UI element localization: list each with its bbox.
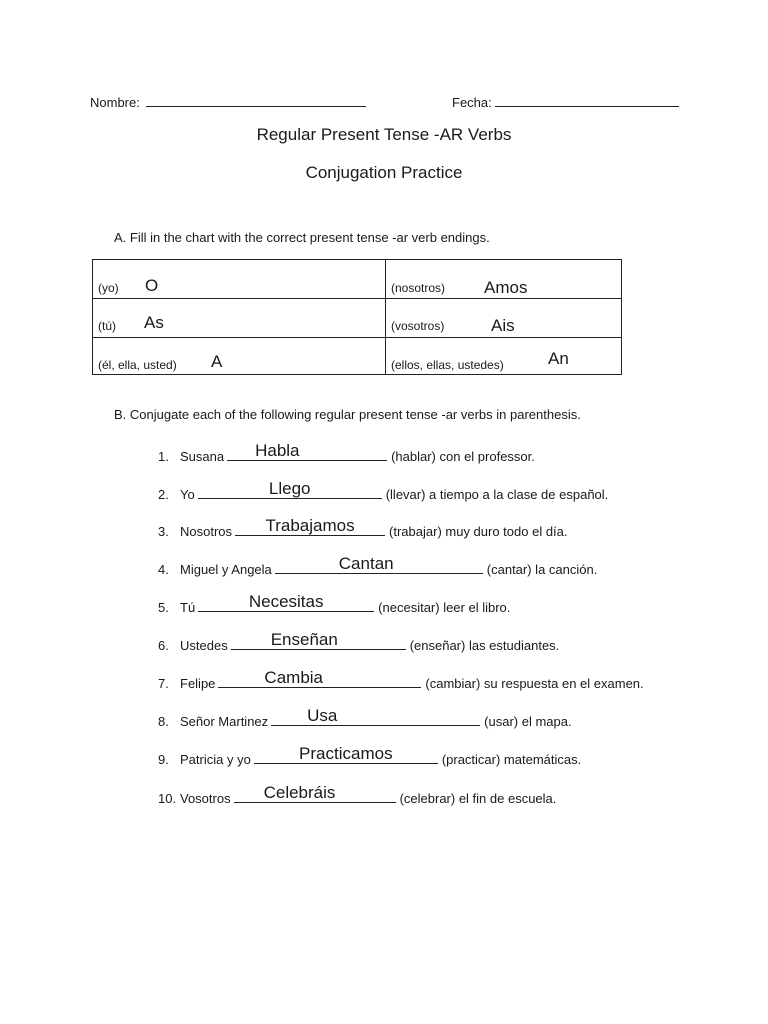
item-rest: (hablar) con el professor. [391,449,535,464]
answer-blank[interactable] [271,706,480,726]
answer-blank[interactable] [235,516,385,536]
endings-chart [92,259,622,375]
item-number: 2. [158,487,169,502]
chart-label-el-ella-usted: (él, ella, usted) [98,358,177,372]
chart-answer-tu[interactable]: As [144,313,164,332]
item-rest: (cambiar) su respuesta en el examen. [425,676,644,691]
item-subject: Nosotros [180,524,233,539]
exercise-item [158,706,572,731]
chart-answer-yo[interactable]: O [145,276,159,295]
section-b-instruction: B. Conjugate each of the following regular present tense -ar verbs in parenthesis. [114,407,581,422]
item-answer: Cantan [338,554,394,573]
name-blank[interactable] [146,94,366,107]
item-subject: Vosotros [180,791,231,806]
item-subject: Yo [180,487,195,502]
item-rest: (necesitar) leer el libro. [378,600,511,615]
item-rest: (enseñar) las estudiantes. [409,638,560,653]
item-subject: Susana [180,449,225,464]
item-rest: (trabajar) muy duro todo el día. [389,524,568,539]
item-answer: Usa [307,706,338,725]
item-rest: (celebrar) el fin de escuela. [399,791,557,806]
exercise-item [158,744,582,769]
exercise-item [158,516,568,541]
exercise-item [158,479,609,504]
section-a-instruction: A. Fill in the chart with the correct present tense -ar verb endings. [114,230,490,245]
exercise-item [158,783,557,808]
item-number: 5. [158,600,169,615]
page-subtitle: Conjugation Practice [305,163,463,182]
exercise-item [158,668,644,693]
chart-label-yo: (yo) [98,281,119,295]
exercise-item [158,554,598,579]
item-rest: (llevar) a tiempo a la clase de español. [385,487,609,502]
item-number: 8. [158,714,169,729]
answer-blank[interactable] [198,479,382,499]
exercise-item [158,630,560,655]
chart-label-nosotros: (nosotros) [391,281,446,295]
item-subject: Tú [180,600,196,615]
item-number: 10. [158,791,177,806]
answer-blank[interactable] [227,441,387,461]
item-answer: Necesitas [248,592,324,611]
item-answer: Habla [255,441,300,460]
item-number: 9. [158,752,169,767]
item-answer: Practicamos [299,744,393,763]
date-label: Fecha: [452,95,492,110]
answer-blank[interactable] [231,630,406,650]
item-subject: Ustedes [180,638,228,653]
chart-answer-vosotros[interactable]: Ais [491,316,515,335]
item-number: 4. [158,562,169,577]
item-rest: (practicar) matemáticas. [441,752,582,767]
item-rest: (usar) el mapa. [484,714,572,729]
item-answer: Trabajamos [265,516,355,535]
answer-blank[interactable] [275,554,483,574]
exercise-item [158,441,535,466]
chart-answer-el-ella-usted[interactable]: A [211,352,223,371]
item-subject: Señor Martinez [180,714,269,729]
item-number: 6. [158,638,169,653]
item-subject: Miguel y Angela [180,562,272,577]
chart-answer-nosotros[interactable]: Amos [484,278,528,297]
item-answer: Enseñan [270,630,338,649]
page-title: Regular Present Tense -AR Verbs [256,125,512,144]
chart-answer-ellos-ellas-ustedes[interactable]: An [548,349,569,368]
chart-label-vosotros: (vosotros) [391,319,445,333]
chart-label-ellos-ellas-ustedes: (ellos, ellas, ustedes) [391,358,504,372]
item-rest: (cantar) la canción. [486,562,598,577]
item-answer: Cambia [264,668,324,687]
exercise-item [158,592,511,617]
answer-blank[interactable] [218,668,421,688]
answer-blank[interactable] [198,592,374,612]
date-blank[interactable] [495,94,679,107]
item-answer: Llego [268,479,311,498]
item-number: 3. [158,524,169,539]
item-number: 1. [158,449,169,464]
answer-blank[interactable] [254,744,438,764]
chart-row-divider [93,298,621,299]
chart-divider [385,260,386,374]
name-field[interactable] [90,94,366,110]
date-field[interactable] [452,94,679,110]
answer-blank[interactable] [234,783,396,803]
item-answer: Celebráis [263,783,336,802]
item-subject: Felipe [180,676,216,691]
chart-row-divider [93,337,621,338]
item-subject: Patricia y yo [180,752,251,767]
item-number: 7. [158,676,169,691]
name-label: Nombre: [90,95,140,110]
chart-label-tu: (tú) [98,319,116,333]
